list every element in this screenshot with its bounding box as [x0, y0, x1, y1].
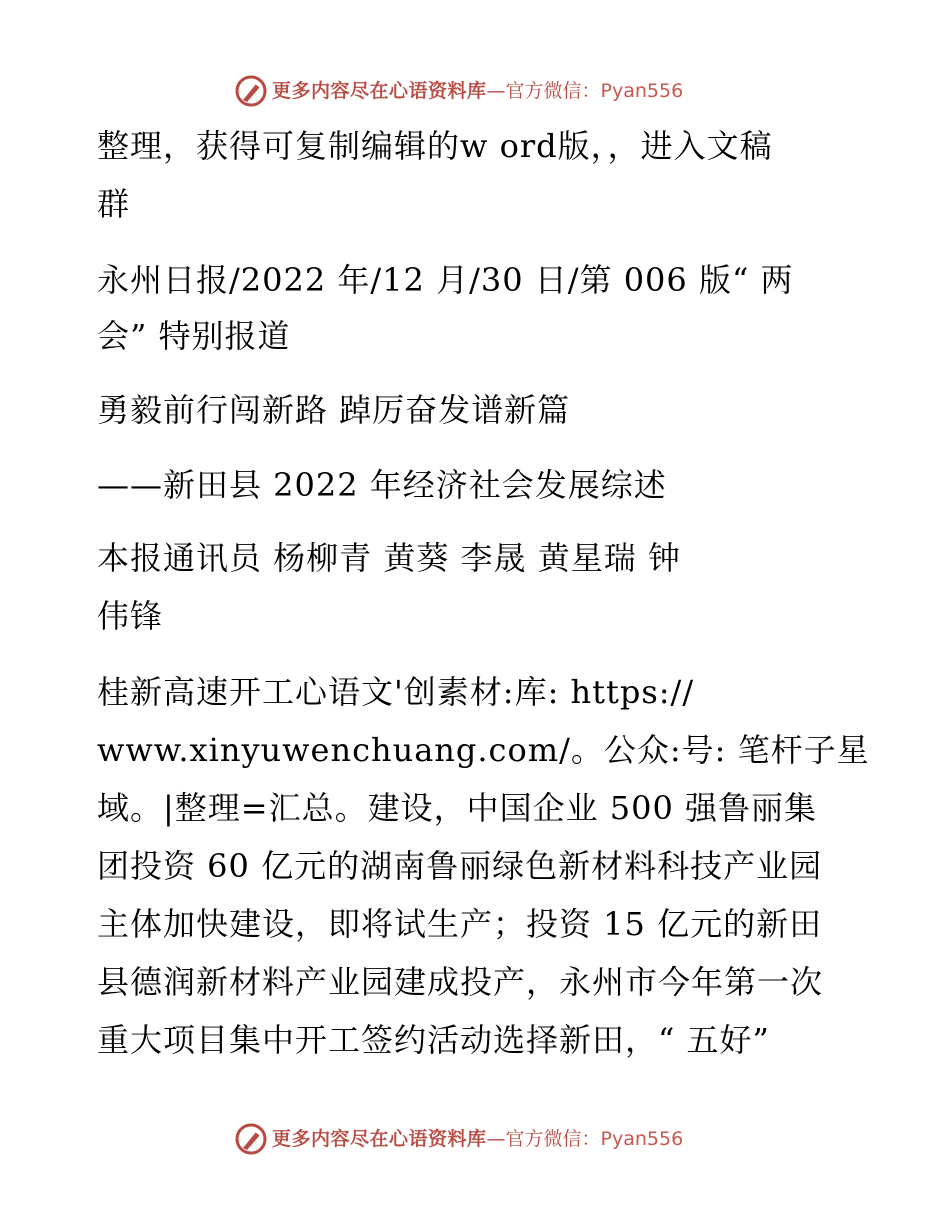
text-line: 重大项目集中开工签约活动选择新田，“ 五好”: [97, 1021, 770, 1059]
text-line: 群: [97, 185, 131, 223]
header-banner: [0, 72, 950, 112]
footer-banner: [0, 1120, 950, 1160]
text-line: ——新田县 2022 年经济社会发展综述: [97, 466, 667, 504]
pen-logo-icon: [234, 74, 268, 108]
text-line: 伟锋: [97, 597, 164, 635]
text-line: www.xinyuwenchuang.com/。公众:号: 笔杆子星: [97, 731, 870, 769]
banner-slogan: 更多内容尽在心语资料库: [272, 1128, 487, 1150]
text-line: 县德润新材料产业园建成投产，永州市今年第一次: [97, 963, 824, 1001]
banner-wechat-id: Pyan556: [600, 80, 684, 102]
text-line: 整理，获得可复制编辑的w ord版，，进入文稿: [97, 127, 773, 165]
banner-wechat-label: 官方微信：: [505, 1128, 601, 1150]
text-line: 会” 特别报道: [97, 317, 291, 355]
banner-slogan: 更多内容尽在心语资料库: [272, 80, 487, 102]
text-line: 勇毅前行闯新路 踔厉奋发谱新篇: [97, 391, 571, 429]
text-line: 永州日报/2022 年/12 月/30 日/第 006 版“ 两: [97, 261, 794, 299]
text-line: 团投资 60 亿元的湖南鲁丽绿色新材料科技产业园: [97, 847, 823, 885]
banner-dash: —: [486, 1128, 506, 1150]
text-line: 主体加快建设，即将试生产；投资 15 亿元的新田: [97, 905, 823, 943]
text-line: 本报通讯员 杨柳青 黄葵 李晟 黄星瑞 钟: [97, 539, 681, 577]
text-line: 桂新高速开工心语文'创素材:库: https://: [97, 673, 695, 711]
pen-logo-icon: [234, 1122, 268, 1156]
banner-wechat-id: Pyan556: [600, 1128, 684, 1150]
text-line: 域。|整理=汇总。建设，中国企业 500 强鲁丽集: [97, 789, 818, 827]
banner-wechat-label: 官方微信：: [505, 80, 601, 102]
banner-dash: —: [486, 80, 506, 102]
